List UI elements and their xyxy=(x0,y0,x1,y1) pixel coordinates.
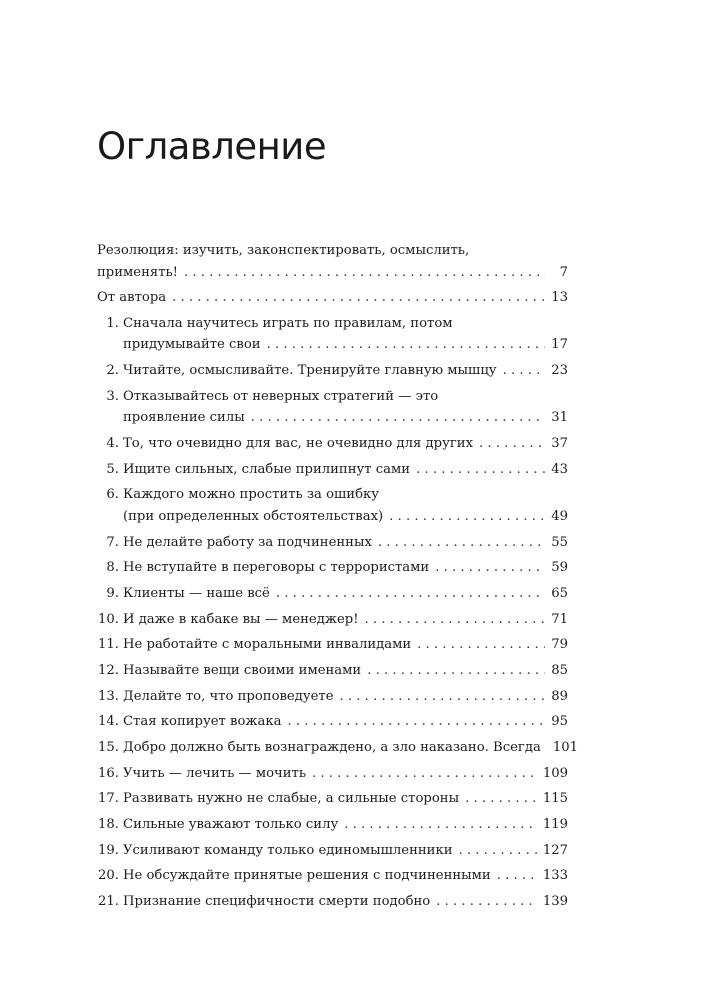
toc-page-number: 7 xyxy=(559,264,568,280)
toc-entry-number: 19. xyxy=(98,842,119,858)
toc-page-number: 43 xyxy=(551,461,568,477)
toc-page-number: 71 xyxy=(551,611,568,627)
toc-entry-number: 12. xyxy=(98,662,119,678)
toc-entry-title: Не делайте работу за подчиненных xyxy=(123,534,372,550)
toc-page-number: 109 xyxy=(542,765,568,781)
toc-page-number: 119 xyxy=(542,817,568,833)
toc-entry-number: 14. xyxy=(98,714,119,730)
toc-page-number: 13 xyxy=(551,290,568,306)
toc-entry-title: Сначала научитесь играть по правилам, потом xyxy=(123,315,453,331)
toc-entry[interactable] xyxy=(97,634,568,656)
toc-page-number: 101 xyxy=(552,740,578,755)
toc-entry-title: Клиенты — наше всё xyxy=(123,585,270,601)
dot-leader xyxy=(503,360,546,382)
table-of-contents xyxy=(97,240,578,917)
toc-entry-number: 7. xyxy=(106,534,119,550)
toc-entry-title: применять! xyxy=(97,264,178,280)
toc-entry-title: Не вступайте в переговоры с террористами xyxy=(123,560,430,576)
toc-page-number: 95 xyxy=(551,714,568,730)
toc-page-number: 115 xyxy=(542,791,568,807)
toc-entry[interactable] xyxy=(97,583,568,605)
toc-page-number: 79 xyxy=(551,637,568,653)
toc-entry-title: Учить — лечить — мочить xyxy=(123,765,307,781)
dot-leader xyxy=(416,459,545,481)
dot-leader xyxy=(459,840,537,862)
toc-entry[interactable] xyxy=(97,814,568,836)
toc-entry-title: То, что очевидно для вас, не очевидно для других xyxy=(123,435,474,451)
dot-leader xyxy=(340,686,546,708)
toc-entry-number: 3. xyxy=(106,388,119,404)
toc-entry-title: От автора xyxy=(97,290,167,306)
toc-entry-number: 1. xyxy=(106,315,119,331)
toc-entry-number: 18. xyxy=(98,817,119,833)
toc-entry-number: 9. xyxy=(106,585,119,601)
toc-entry-number: 5. xyxy=(106,461,119,477)
toc-entry[interactable] xyxy=(97,840,568,862)
toc-entry-title: проявление силы xyxy=(123,410,245,426)
dot-leader xyxy=(436,891,537,913)
toc-page-number: 139 xyxy=(542,894,568,910)
toc-entry[interactable] xyxy=(97,484,568,527)
toc-page-number: 17 xyxy=(551,337,568,353)
dot-leader xyxy=(312,763,537,785)
toc-entry[interactable] xyxy=(97,711,568,733)
dot-leader xyxy=(435,557,545,579)
toc-entry[interactable] xyxy=(97,557,568,579)
toc-entry-number: 10. xyxy=(98,611,119,627)
toc-entry-title: И даже в кабаке вы — менеджер! xyxy=(123,611,359,627)
dot-leader xyxy=(479,433,545,455)
dot-leader xyxy=(497,865,537,887)
toc-entry-number: 15. xyxy=(98,740,119,755)
dot-leader xyxy=(365,609,546,631)
toc-entry-title: Признание специфичности смерти подобно xyxy=(123,894,431,910)
toc-entry[interactable] xyxy=(97,763,568,785)
toc-entry-number: 4. xyxy=(106,435,119,451)
dot-leader xyxy=(417,634,545,656)
toc-page-number: 65 xyxy=(551,585,568,601)
toc-entry-number: 8. xyxy=(106,560,119,576)
dot-leader xyxy=(287,711,545,733)
toc-entry-title: Читайте, осмысливайте. Тренируйте главную мышцу xyxy=(123,363,497,379)
toc-page-number: 127 xyxy=(542,842,568,858)
toc-entry-number: 2. xyxy=(106,363,119,379)
toc-page-number: 49 xyxy=(551,508,568,524)
toc-page-number: 89 xyxy=(551,688,568,704)
toc-entry[interactable] xyxy=(97,313,568,356)
toc-entry-number: 16. xyxy=(98,765,119,781)
dot-leader xyxy=(267,334,546,356)
toc-entry-number: 20. xyxy=(98,868,119,884)
toc-entry[interactable] xyxy=(97,686,568,708)
toc-entry[interactable] xyxy=(97,737,578,759)
toc-entry-number: 6. xyxy=(106,487,119,503)
toc-entry-title: Ищите сильных, слабые прилипнут сами xyxy=(123,461,411,477)
dot-leader xyxy=(172,287,545,309)
toc-entry[interactable] xyxy=(97,386,568,429)
toc-entry-number: 13. xyxy=(98,688,119,704)
toc-page-number: 31 xyxy=(551,410,568,426)
toc-entry-title: Добро должно быть вознаграждено, а зло наказано. Всегда xyxy=(123,740,541,755)
dot-leader xyxy=(367,660,545,682)
toc-entry-title: Каждого можно простить за ошибку xyxy=(123,487,380,503)
toc-entry-title: Называйте вещи своими именами xyxy=(123,662,362,678)
toc-entry-title: (при определенных обстоятельствах) xyxy=(123,508,384,524)
toc-entry[interactable] xyxy=(97,865,568,887)
toc-entry-title: Не работайте с моральными инвалидами xyxy=(123,637,412,653)
dot-leader xyxy=(344,814,537,836)
toc-page-number: 23 xyxy=(551,363,568,379)
toc-entry-title: Сильные уважают только силу xyxy=(123,817,339,833)
toc-entry[interactable] xyxy=(97,660,568,682)
toc-entry[interactable] xyxy=(97,287,568,309)
toc-entry-title: Не обсуждайте принятые решения с подчиненными xyxy=(123,868,491,884)
toc-entry-number: 21. xyxy=(98,894,119,910)
dot-leader xyxy=(389,506,545,528)
dot-leader xyxy=(251,407,545,429)
toc-entry-title: Усиливают команду только единомышленники xyxy=(123,842,453,858)
toc-entry[interactable] xyxy=(97,360,568,382)
toc-page-number: 55 xyxy=(551,534,568,550)
toc-entry-number: 17. xyxy=(98,791,119,807)
dot-leader xyxy=(276,583,545,605)
toc-page-number: 59 xyxy=(551,560,568,576)
toc-page-number: 133 xyxy=(542,868,568,884)
toc-page-number: 85 xyxy=(551,662,568,678)
toc-entry-title: Стая копирует вожака xyxy=(123,714,282,730)
toc-entry[interactable] xyxy=(97,459,568,481)
toc-entry[interactable] xyxy=(97,788,568,810)
toc-page-number: 37 xyxy=(551,435,568,451)
toc-entry[interactable] xyxy=(97,240,568,283)
toc-entry[interactable] xyxy=(97,891,568,913)
page-title: Оглавление xyxy=(97,125,327,168)
toc-entry-number: 11. xyxy=(98,637,119,653)
toc-entry-title: Развивать нужно не слабые, а сильные стороны xyxy=(123,791,460,807)
dot-leader xyxy=(184,262,546,284)
toc-entry[interactable] xyxy=(97,609,568,631)
toc-entry-title: Отказывайтесь от неверных стратегий — это xyxy=(123,388,439,404)
toc-entry-title: Делайте то, что проповедуете xyxy=(123,688,334,704)
toc-entry-title: Резолюция: изучить, законспектировать, осмыслить, xyxy=(97,243,470,258)
dot-leader xyxy=(465,788,537,810)
toc-entry[interactable] xyxy=(97,532,568,554)
toc-entry[interactable] xyxy=(97,433,568,455)
dot-leader xyxy=(378,532,545,554)
toc-entry-title: придумывайте свои xyxy=(123,337,261,353)
